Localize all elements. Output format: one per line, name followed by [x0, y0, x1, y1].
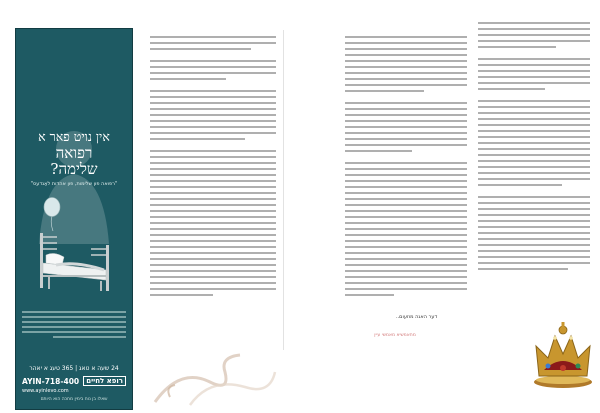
text-column-1: [150, 36, 276, 300]
ad-brand-logo: רופא לחיים: [83, 376, 126, 386]
ornament-scroll: [150, 347, 280, 407]
text-column-3: [478, 22, 590, 274]
ad-heading: [22, 129, 126, 177]
ad-hours: 24 שעה א טאג | 365 טעג א יאהר: [29, 365, 119, 372]
text-column-2: [345, 36, 467, 300]
ad-footer-text: שאלו בן נוח בימין מחכה הוא היותם: [40, 397, 108, 402]
advertisement-panel: [15, 28, 133, 410]
image-caption: מחאמשיא מאמשי עיין: [374, 333, 416, 338]
ad-contact-block: [22, 365, 126, 402]
ad-heading-line2: רפואה: [55, 144, 93, 162]
hospital-bed-icon: [36, 225, 114, 295]
crown-icon: [532, 318, 594, 390]
article-signoff: דער האגה מוזעום..: [396, 314, 438, 320]
ad-subheading: "רפואה פון שלימות, פון אהדות לאַנדעס": [30, 181, 118, 187]
ad-phone-number[interactable]: 718-400-AYIN: [22, 376, 80, 386]
ad-body-text: [22, 311, 126, 351]
ad-heading-line3: שלימה?: [50, 160, 98, 178]
page-gutter: [283, 30, 284, 350]
ad-heading-line1: אין נויט פאר א: [38, 129, 110, 144]
ad-website-link[interactable]: www.ayinlevo.com: [22, 388, 69, 394]
